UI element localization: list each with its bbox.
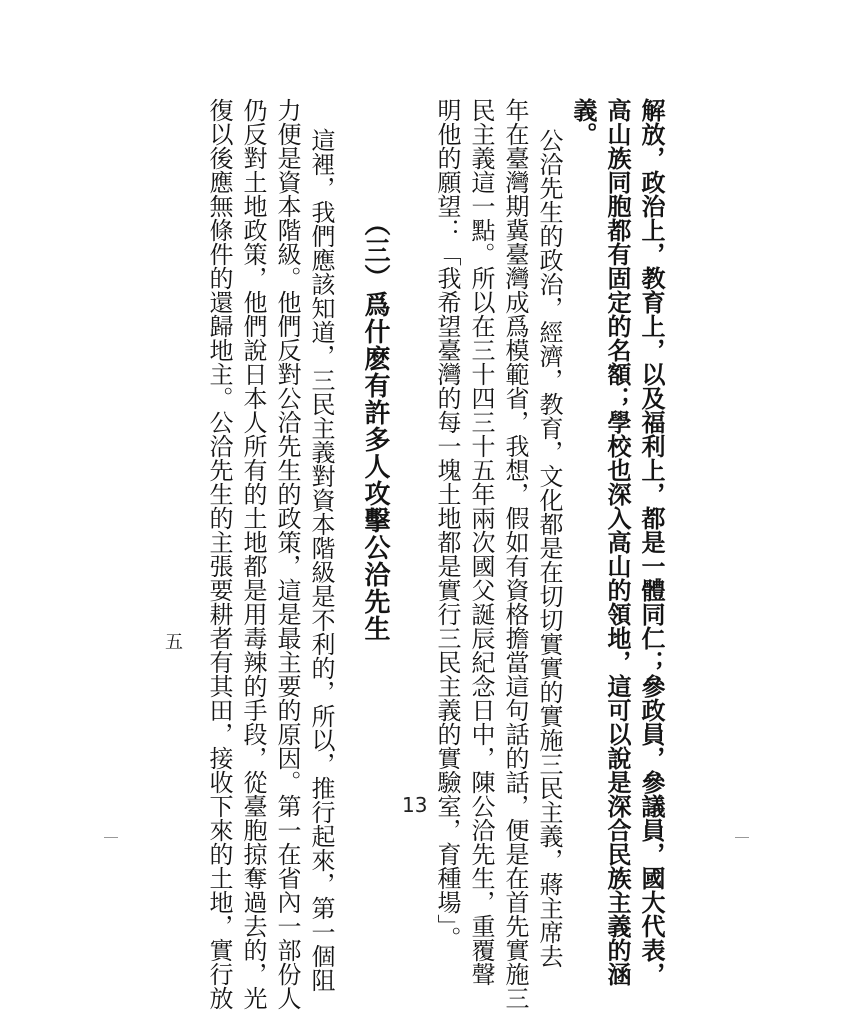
crop-mark-left: [104, 837, 118, 838]
text-column-10: 力便是資本階級。他們反對公洽先生的政策，這是最主要的原因。第一在省內一部份人: [273, 98, 301, 1010]
text-column-12: 復以後應無條件的還歸地主。公洽先生的主張要耕者有其田，接收下來的土地，實行放: [205, 98, 233, 1010]
text-column-5: 年在臺灣期冀臺灣成爲模範省，我想，假如有資格擔當這句話的話，便是在首先實施三: [501, 98, 529, 1010]
page-number: 13: [402, 793, 428, 817]
text-column-11: 仍反對土地政策，他們說日本人所有的土地都是用毒辣的手段，從臺胞掠奪過去的，光: [239, 98, 267, 1010]
text-column-1: 解放，政治上，教育上，以及福利上，都是一體同仁；參政員，參議員，國大代表，: [637, 98, 666, 986]
text-column-4: 公洽先生的政治，經濟，教育，文化都是在切切實實的實施三民主義，蔣主席去: [535, 128, 563, 968]
text-column-7: 明他的願望：「我希望臺灣的每一塊土地都是實行三民主義的實驗室，育種場」。: [433, 98, 461, 950]
text-column-9: 這裡，我們應該知道，三民主義對資本階級是不利的，所以，推行起來，第一個阻: [307, 128, 335, 992]
text-column-6: 民主義這一點。所以在三十四三十五年兩次國父誕辰紀念日中，陳公洽先生，重覆聲: [467, 98, 495, 986]
text-column-2: 高山族同胞都有固定的名額；學校也深入高山的領地，這可以說是深合民族主義的涵: [603, 98, 632, 986]
text-column-3: 義。: [569, 98, 598, 146]
chinese-page-number: 五: [162, 632, 183, 650]
crop-mark-right: [735, 837, 749, 838]
section-heading: （三）爲什麽有許多人攻擊公洽先生: [360, 210, 390, 642]
